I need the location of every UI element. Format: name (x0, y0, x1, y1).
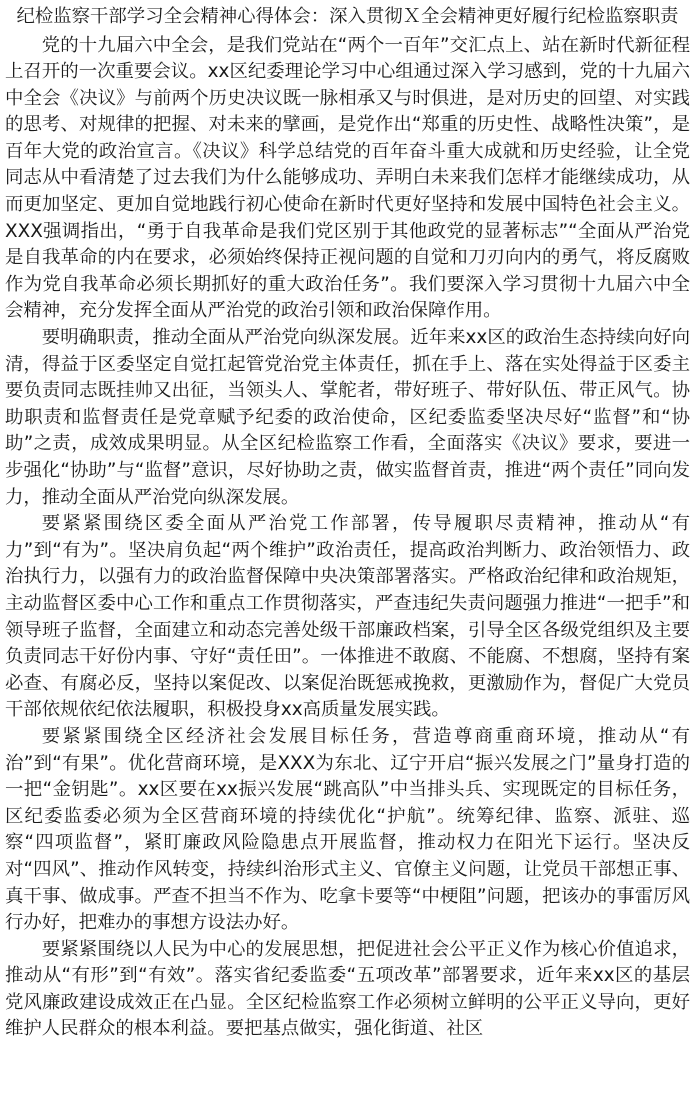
paragraph-1: 党的十九届六中全会，是我们党站在“两个一百年”交汇点上、站在新时代新征程上召开的一次重要会议。xx区纪委理论学习中心组通过深入学习感到，党的十九届六中全会《决议》与前两个历史决议既一脉相承又与时俱进，是对历史的回望、对实践的思考、对规律的把握、对未来的擘画，是党作出“郑重的历史性、战略性决策”，是百年大党的政治宣言。《决议》科学总结党的百年奋斗重大成就和历史经验，让全党同志从中看清楚了过去我们为什么能够成功、弄明白未来我们怎样才能继续成功，从而更加坚定、更加自觉地践行初心使命在新时代更好坚持和发展中国特色社会主义。XXX强调指出，“勇于自我革命是我们党区别于其他政党的显著标志”“全面从严治党是自我革命的内在要求，必须始终保持正视问题的自觉和刀刃向内的勇气，将反腐败作为党自我革命必须长期抓好的重大政治任务”。我们要深入学习贯彻十九届六中全会精神，充分发挥全面从严治党的政治引领和政治保障作用。 (5, 34, 690, 322)
paragraph-5: 要紧紧围绕以人民为中心的发展思想，把促进社会公平正义作为核心价值追求，推动从“有形”到“有效”。落实省纪委监委“五项改革”部署要求，近年来xx区的基层党风廉政建设成效正在凸显。全区纪检监察工作必须树立鲜明的公平正义导向，更好维护人民群众的根本利益。要把基点做实，强化街道、社区 (5, 938, 690, 1040)
paragraph-2: 要明确职责，推动全面从严治党向纵深发展。近年来xx区的政治生态持续向好向清，得益于区委坚定自觉扛起管党治党主体责任，抓在手上、落在实处得益于区委主要负责同志既挂帅又出征，当领头人、掌舵者，带好班子、带好队伍、带正风气。协助职责和监督责任是党章赋予纪委的政治使命，区纪委监委坚决尽好“监督”和“协助”之责，成效成果明显。从全区纪检监察工作看，全面落实《决议》要求，要进一步强化“协助”与“监督”意识，尽好协助之责，做实监督首责，推进“两个责任”同向发力，推动全面从严治党向纵深发展。 (5, 327, 690, 508)
document-title: 纪检监察干部学习全会精神心得体会：深入贯彻Ｘ全会精神更好履行纪检监察职责 (16, 6, 679, 27)
paragraph-3: 要紧紧围绕区委全面从严治党工作部署，传导履职尽责精神，推动从“有力”到“有为”。坚决肩负起“两个维护”政治责任，提高政治判断力、政治领悟力、政治执行力，以强有力的政治监督保障中央决策部署落实。严格政治纪律和政治规矩，主动监督区委中心工作和重点工作贯彻落实，严查违纪失责问题强力推进“一把手”和领导班子监督，全面建立和动态完善处级干部廉政档案，引导全区各级党组织及主要负责同志干好份内事、守好“责任田”。一体推进不敢腐、不能腐、不想腐，坚持有案必查、有腐必反，坚持以案促改、以案促治既惩戒挽救，更激励作为，督促广大党员干部依规依纪依法履职，积极投身xx高质量发展实践。 (5, 513, 690, 721)
paragraph-4: 要紧紧围绕全区经济社会发展目标任务，营造尊商重商环境，推动从“有治”到“有果”。优化营商环境，是XXX为东北、辽宁开启“振兴发展之门”量身打造的一把“金钥匙”。xx区要在xx振兴发展“跳高队”中当排头兵、实现既定的目标任务，区纪委监委必须为全区营商环境的持续优化“护航”。统筹纪律、监察、派驻、巡察“四项监督”，紧盯廉政风险隐患点开展监督，推动权力在阳光下运行。坚决反对“四风”、推动作风转变，持续纠治形式主义、官僚主义问题，让党员干部想正事、真干事、做成事。严查不担当不作为、吃拿卡要等“中梗阻”问题，把该办的事雷厉风行办好，把难办的事想方设法办好。 (5, 725, 690, 934)
